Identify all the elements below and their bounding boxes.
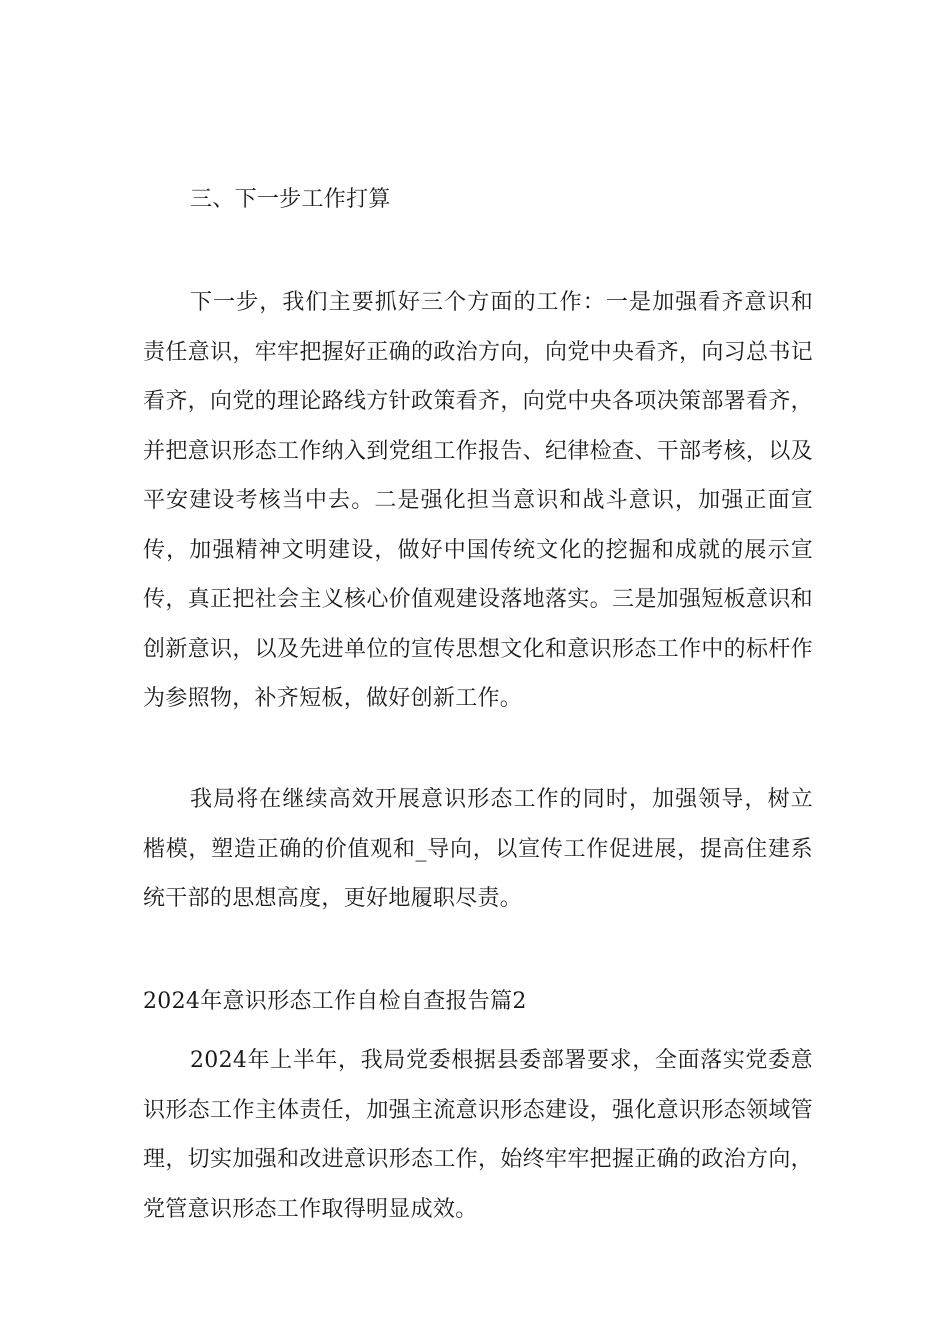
section-heading: 三、下一步工作打算 (190, 187, 391, 212)
paragraph-report-intro: 2024年上半年，我局党委根据县委部署要求，全面落实党委意识形态工作主体责任，加强主流意识形态建设，强化意识形态领域管理，切实加强和改进意识形态工作，始终牢牢把握正确的政治方向，党管意识形态工作取得明显成效。 (143, 1048, 813, 1222)
paragraph-next-steps: 下一步，我们主要抓好三个方面的工作：一是加强看齐意识和责任意识，牢牢把握好正确的政治方向，向党中央看齐，向习总书记看齐，向党的理论路线方针政策看齐，向党中央各项决策部署看齐，并把意识形态工作纳入到党组工作报告、纪律检查、干部考核，以及平安建设考核当中去。二是强化担当意识和战斗意识，加强正面宣传，加强精神文明建设，做好中国传统文化的挖掘和成就的展示宣传，真正把社会主义核心价值观建设落地落实。三是加强短板意识和创新意识，以及先进单位的宣传思想文化和意识形态工作中的标杆作为参照物，补齐短板，做好创新工作。 (143, 290, 813, 711)
report-title: 2024年意识形态工作自检自查报告篇2 (143, 989, 527, 1014)
paragraph-conclusion: 我局将在继续高效开展意识形态工作的同时，加强领导，树立楷模，塑造正确的价值观和_导向，以宣传工作促进展，提高住建系统干部的思想高度，更好地履职尽责。 (143, 787, 813, 911)
